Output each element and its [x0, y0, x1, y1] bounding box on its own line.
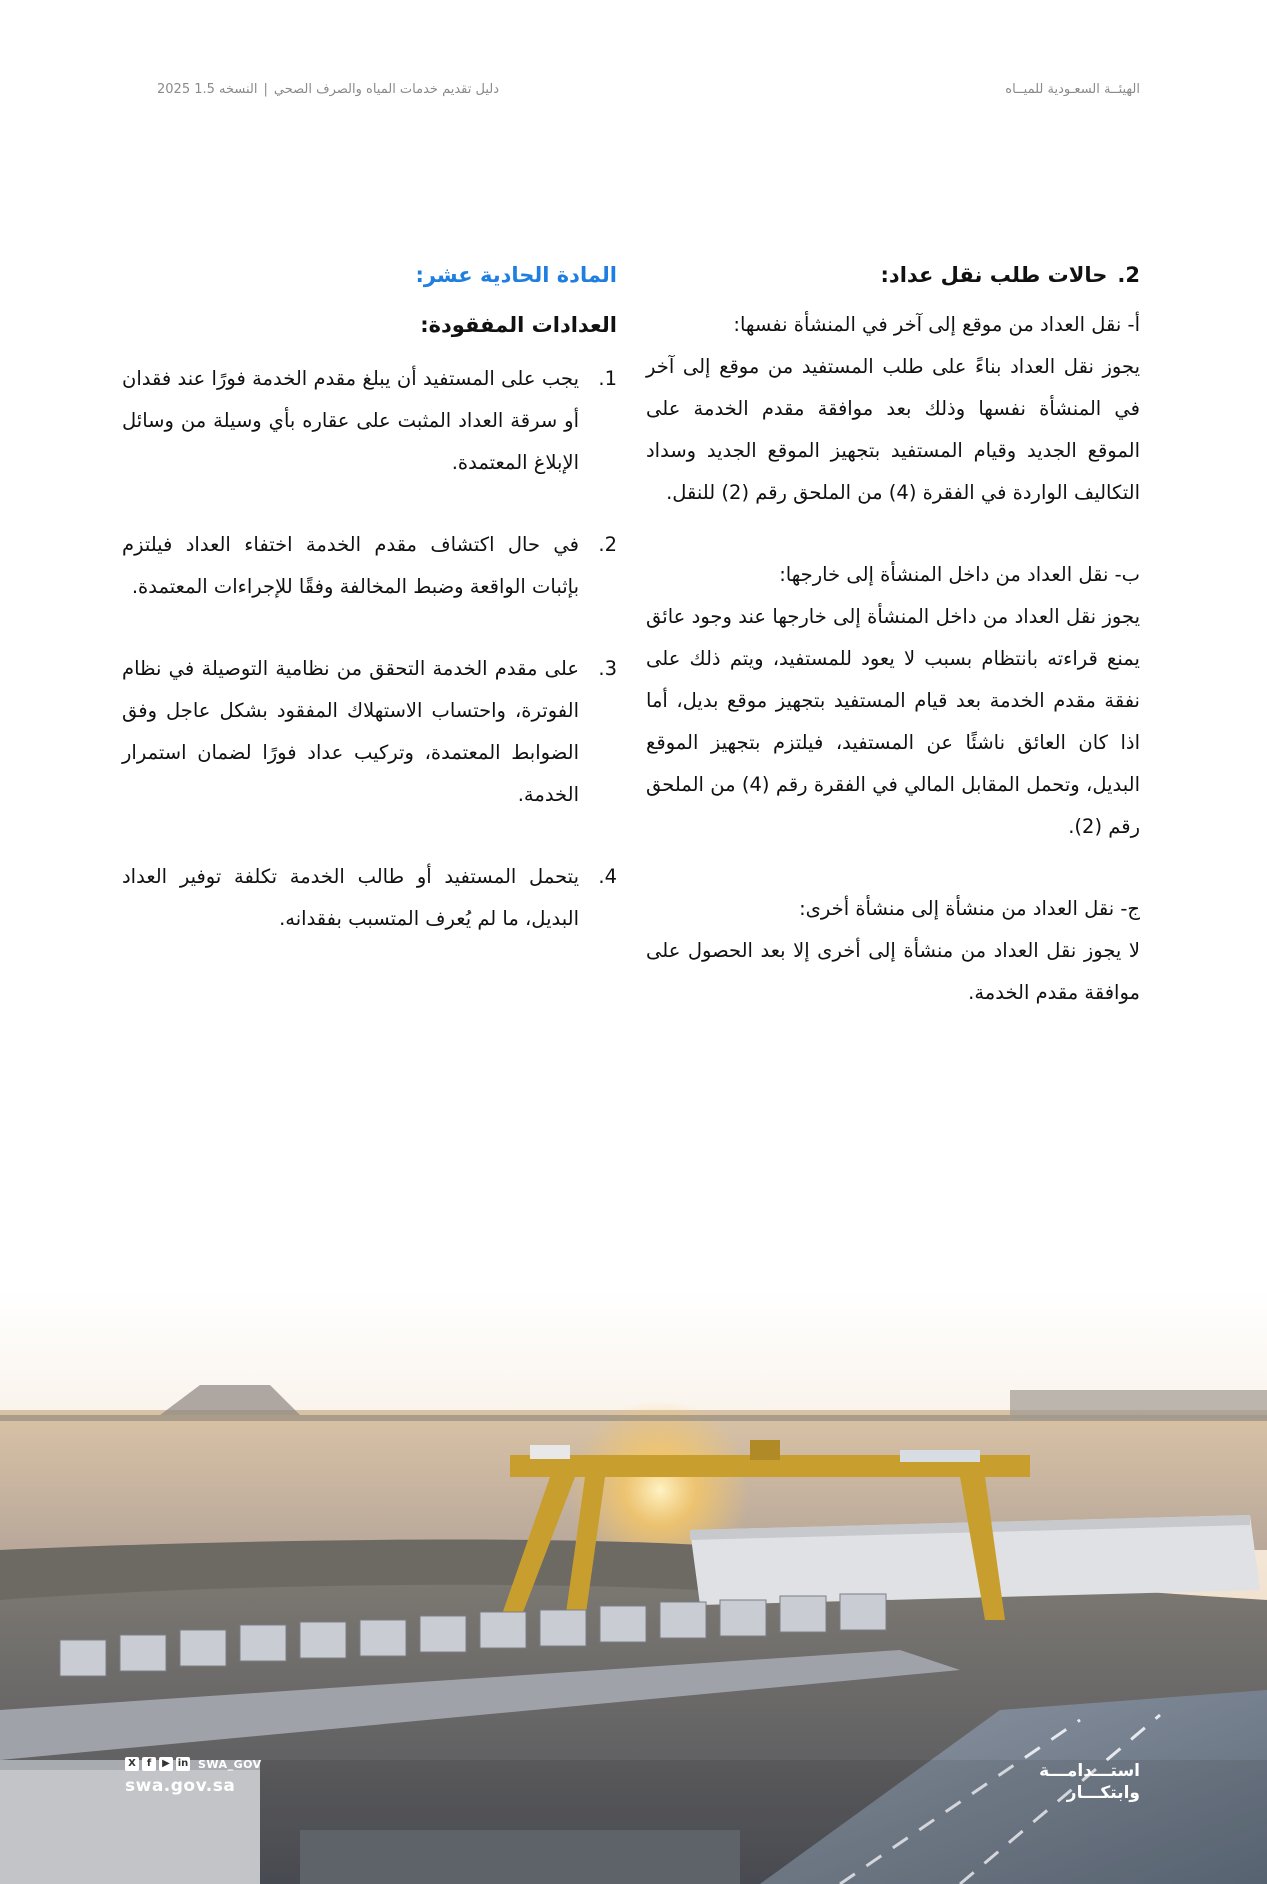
item-number: 1. — [598, 367, 617, 390]
case-body: يجوز نقل العداد بناءً على طلب المستفيد من موقع إلى آخر في المنشأة نفسها وذلك بعد موافقة مقدم الخدمة على الموقع الجديد وقيام المستفيد بتجهيز الموقع الجديد وسداد التكاليف الواردة في الفقرة (4) من الملحق رقم (2) للنقل. — [646, 355, 1140, 504]
article-subtitle: العدادات المفقودة: — [420, 313, 617, 337]
footer-contact — [125, 1757, 262, 1796]
item-text: يجب على المستفيد أن يبلغ مقدم الخدمة فورًا عند فقدان أو سرقة العداد المثبت على عقاره بأي وسيلة من وسائل الإبلاغ المعتمدة. — [122, 367, 579, 474]
item-number: 2. — [598, 533, 617, 556]
case-heading: أ- نقل العداد من موقع إلى آخر في المنشأة نفسها: — [733, 313, 1140, 336]
article-title: المادة الحادية عشر: — [415, 263, 617, 287]
linkedin-icon[interactable]: in — [177, 1758, 189, 1769]
facebook-icon[interactable]: f — [142, 1757, 156, 1771]
section-title: حالات طلب نقل عداد: — [880, 263, 1108, 287]
case-body: يجوز نقل العداد من داخل المنشأة إلى خارجها عند وجود عائق يمنع قراءته بانتظام بسبب لا يعود للمستفيد، ويتم ذلك على نفقة مقدم الخدمة بعد قيام المستفيد بتجهيز موقع بديل، أما اذا كان العائق ناشئًا عن المستفيد، فيلتزم بتجهيز الموقع البديل، وتحمل المقابل المالي في الفقرة رقم (4) من الملحق رقم (2). — [646, 605, 1141, 838]
transfer-case-b — [646, 554, 1140, 848]
organization-name: الهيئــة السعـودية للميــاه — [1005, 81, 1140, 97]
list-item — [122, 648, 617, 816]
item-number: 3. — [598, 657, 617, 680]
item-text: في حال اكتشاف مقدم الخدمة اختفاء العداد فيلتزم بإثبات الواقعة وضبط المخالفة وفقًا للإجراءات المعتمدة. — [122, 533, 579, 598]
document-version: النسخه 1.5 2025 — [157, 81, 258, 97]
document-info — [157, 82, 499, 97]
website-link[interactable]: swa.gov.sa — [125, 1776, 236, 1796]
left-column — [122, 256, 617, 980]
case-body: لا يجوز نقل العداد من منشأة إلى أخرى إلا بعد الحصول على موافقة مقدم الخدمة. — [646, 939, 1140, 1004]
transfer-case-a — [646, 304, 1140, 514]
document-title: دليل تقديم خدمات المياه والصرف الصحي — [273, 81, 500, 97]
x-icon[interactable]: X — [125, 1757, 139, 1771]
list-item — [122, 358, 617, 484]
social-links — [125, 1757, 262, 1771]
item-text: على مقدم الخدمة التحقق من نظامية التوصيلة في نظام الفوترة، واحتساب الاستهلاك المفقود بشكل عاجل وفق الضوابط المعتمدة، وتركيب عداد فورًا لضمان استمرار الخدمة. — [122, 657, 579, 806]
page-header — [157, 78, 1140, 100]
case-heading: ج- نقل العداد من منشأة إلى منشأة أخرى: — [799, 897, 1140, 920]
lost-meters-list — [122, 358, 617, 940]
section-heading — [646, 256, 1140, 294]
social-handle: SWA_GOV — [198, 1757, 262, 1771]
list-item — [122, 524, 617, 608]
transfer-case-c — [646, 888, 1140, 1014]
slogan-line-2: وابتكـــار — [1066, 1783, 1140, 1803]
section-number: 2. — [1117, 263, 1140, 287]
slogan-line-1: استـــدامـــة — [1039, 1761, 1140, 1781]
case-heading: ب- نقل العداد من داخل المنشأة إلى خارجها: — [779, 563, 1140, 586]
header-separator: | — [263, 81, 268, 97]
item-text: يتحمل المستفيد أو طالب الخدمة تكلفة توفير العداد البديل، ما لم يُعرف المتسبب بفقدانه. — [122, 865, 579, 930]
footer-slogan — [1039, 1760, 1140, 1804]
youtube-icon[interactable]: ▶ — [159, 1757, 173, 1771]
list-item — [122, 856, 617, 940]
item-number: 4. — [598, 865, 617, 888]
right-column — [646, 256, 1140, 1014]
